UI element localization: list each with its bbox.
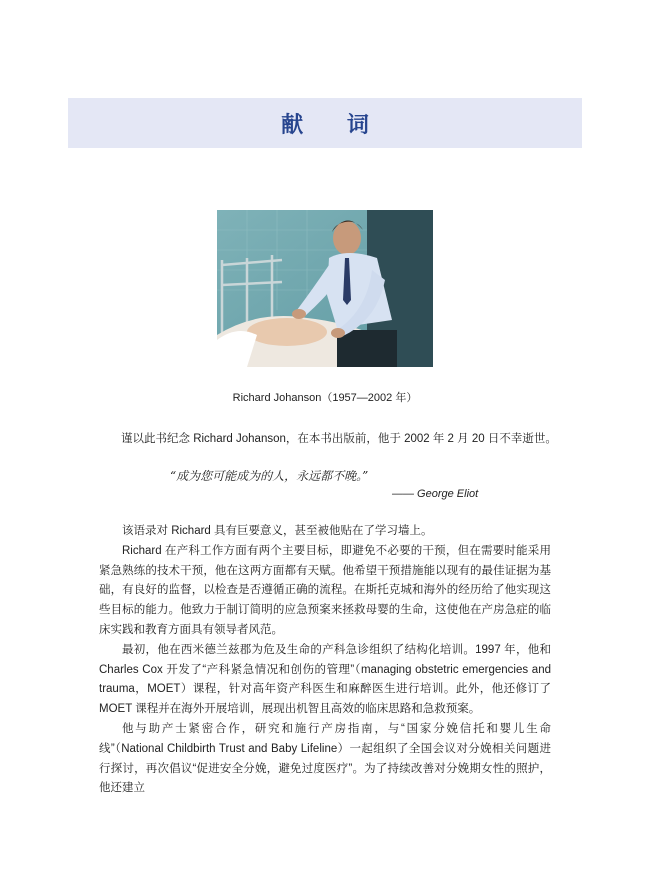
paragraph: 他与助产士紧密合作，研究和施行产房指南，与“国家分娩信托和婴儿生命线”（National Childbirth Trust and Baby Lifeline）一起组织了全国会议对分娩相关问题进行探讨，再次倡议“促进安全分娩，避免过度医疗”。为了持续改善对分娩期女性的照护，他还建立 [99, 722, 551, 795]
paragraph: Richard 在产科工作方面有两个主要目标，即避免不必要的干预，但在需要时能采用紧急熟练的技术干预，他在这两方面都有天赋。他希望干预措施能以现有的最佳证据为基础，有良好的监督，以检查是否遵循正确的流程。在斯托克城和海外的经历给了他实现这些目标的能力。他致力于制订简明的应急预案来拯救母婴的生命，这使他在产房急症的临床实践和教育方面具有领导者风范。 [99, 544, 551, 636]
epigraph-quote: “成为您可能成为的人，永远都不晚。” [170, 469, 369, 483]
doctor-examining-patient-photo [217, 210, 433, 367]
photo-caption: Richard Johanson（1957—2002 年） [232, 392, 418, 404]
paragraph: 该语录对 Richard 具有巨要意义，甚至被他贴在了学习墙上。 [122, 525, 433, 537]
body-text [99, 522, 551, 799]
epigraph-author: —— George Eliot [392, 488, 479, 500]
dedication-text: 谨以此书纪念 Richard Johanson，在本书出版前，他于 2002 年 2 月 20 日不幸逝世。 [121, 433, 557, 445]
paragraph: 最初，他在西米德兰兹郡为危及生命的产科急诊组织了结构化培训。1997 年，他和 Charles Cox 开发了“产科紧急情况和创伤的管理”（managing obstetric emergencies and trauma，MOET）课程，针对高年资产科医生和麻醉医生进行培训。此外，他还修订了 MOET 课程并在海外开展培训，展现出机智且高效的临床思路和急救预案。 [99, 643, 551, 716]
photo-illustration [217, 210, 433, 367]
title-banner [68, 98, 582, 148]
page-title: 献 词 [281, 112, 387, 138]
